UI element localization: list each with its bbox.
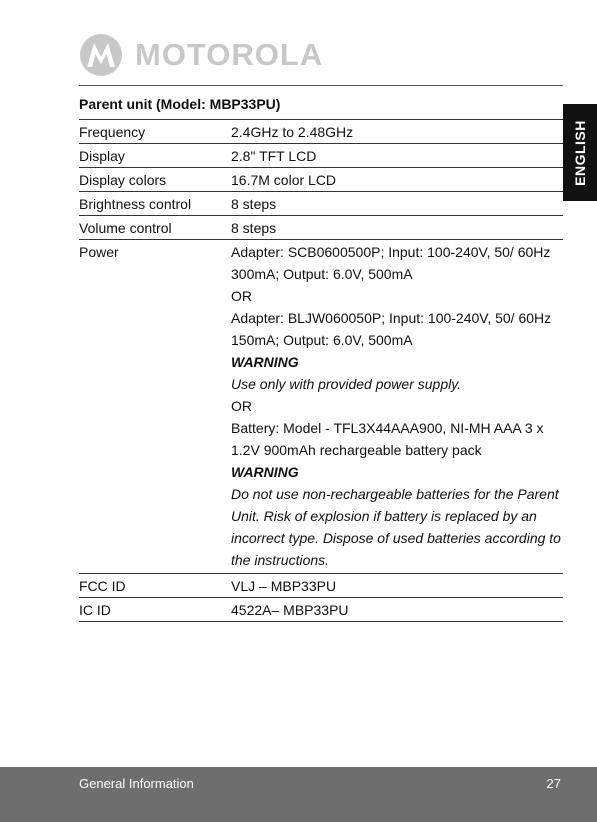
- spec-row-volume: [79, 216, 563, 240]
- warning-title: WARNING: [231, 354, 299, 370]
- spec-value: 2.8" TFT LCD: [231, 148, 317, 164]
- spec-label: Display colors: [79, 172, 167, 188]
- spec-label: Brightness control: [79, 196, 192, 212]
- spec-row-display: [79, 144, 563, 168]
- page-number: 27: [546, 776, 561, 791]
- brand-name: MOTOROLA: [135, 37, 324, 72]
- battery-text: Battery: Model - TFL3X44AAA900, NI-MH AAA 3 x 1.2V 900mAh rechargeable battery pack: [231, 420, 544, 458]
- adapter-1-text: Adapter: SCB0600500P; Input: 100-240V, 50/ 60Hz 300mA; Output: 6.0V, 500mA: [231, 244, 551, 282]
- or-text: OR: [231, 288, 252, 304]
- footer-section-name: General Information: [79, 776, 194, 791]
- spec-label: Power: [79, 244, 119, 260]
- section-title: Parent unit (Model: MBP33PU): [79, 96, 281, 112]
- warning-title: WARNING: [231, 464, 299, 480]
- spec-label: FCC ID: [79, 578, 126, 594]
- spec-value: VLJ – MBP33PU: [231, 578, 337, 594]
- spec-row-fcc-id: [79, 574, 563, 598]
- spec-value: 8 steps: [231, 196, 277, 212]
- spec-row-display-colors: [79, 168, 563, 192]
- power-details: [231, 240, 563, 573]
- header-divider: [79, 85, 563, 86]
- spec-row-power: [79, 240, 563, 574]
- or-text: OR: [231, 398, 252, 414]
- spec-row-frequency: [79, 120, 563, 144]
- warning-text: Do not use non-rechargeable batteries for the Parent Unit. Risk of explosion if battery is replaced by an incorrect type. Dispose of used batteries according to the instructions.: [231, 486, 561, 568]
- adapter-2-text: Adapter: BLJW060050P; Input: 100-240V, 50/ 60Hz 150mA; Output: 6.0V, 500mA: [231, 310, 552, 348]
- motorola-batwing-icon: [79, 33, 123, 77]
- language-tab: [563, 104, 597, 201]
- spec-row-brightness: [79, 192, 563, 216]
- spec-value: 4522A– MBP33PU: [231, 602, 349, 618]
- warning-text: Use only with provided power supply.: [231, 376, 462, 392]
- brand-logo: [79, 30, 323, 80]
- spec-value: 16.7M color LCD: [231, 172, 337, 188]
- spec-row-ic-id: [79, 598, 563, 622]
- spec-value: 2.4GHz to 2.48GHz: [231, 124, 354, 140]
- spec-label: Frequency: [79, 124, 146, 140]
- spec-label: Volume control: [79, 220, 172, 236]
- spec-table: [79, 119, 563, 622]
- spec-label: IC ID: [79, 602, 111, 618]
- spec-label: Display: [79, 148, 125, 164]
- language-tab-label: ENGLISH: [572, 119, 589, 186]
- spec-value: 8 steps: [231, 220, 277, 236]
